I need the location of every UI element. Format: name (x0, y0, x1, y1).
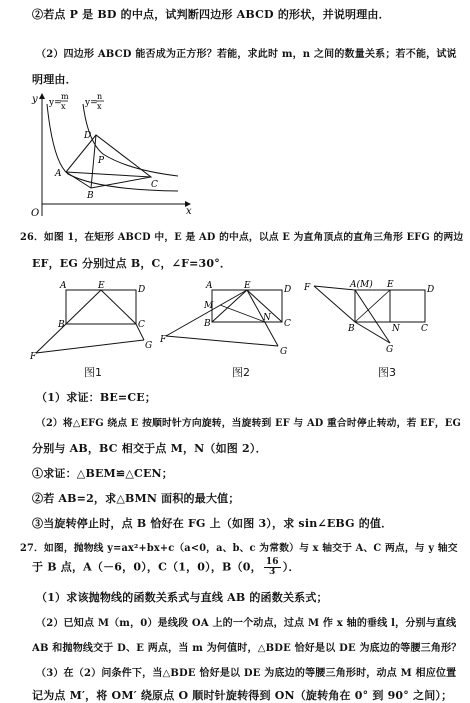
fig2-label-n: N (263, 313, 271, 323)
text-line: （2）四边形 ABCD 能否成为正方形？若能，求此时 m，n 之间的数量关系；若不能，试说 (36, 49, 457, 60)
figure-2 (160, 278, 295, 360)
figure-1 (30, 278, 165, 360)
text-line: （3）在（2）问条件下，当△BDE 恰好是以 DE 为底边的等腰三角形时，动点 M 相应位置 (36, 668, 457, 679)
fig2-label-d: D (284, 285, 292, 295)
text-line: ①求证：△BEM≌△CEN； (32, 467, 173, 480)
fig3-label-d: D (427, 285, 435, 295)
fig1-caption: 图1 (84, 366, 102, 379)
fraction-16-3 (264, 558, 281, 577)
fig2-label-f: F (160, 335, 167, 345)
text-line: （1）求该抛物线的函数关系式与直线 AB 的函数关系式； (36, 591, 328, 604)
x-axis-label: x (186, 206, 192, 217)
text-line: 分别与 AB，BC 相交于点 M，N（如图 2）． (32, 442, 267, 455)
fraction-numerator: 16 (265, 557, 279, 567)
fig2-label-c: C (284, 319, 291, 329)
q27b-suffix: ）． (282, 560, 300, 574)
y-axis-label: y (32, 94, 38, 105)
fig3-caption: 图3 (378, 366, 396, 379)
fig2-label-e: E (244, 281, 251, 291)
text-line: 明理由． (32, 73, 77, 86)
fig2-label-m: M (204, 301, 214, 311)
point-label-c: C (151, 180, 158, 190)
hyperbola-graph (28, 92, 198, 218)
fig1-label-c: C (138, 320, 145, 330)
fig3-label-b: B (348, 324, 355, 334)
fig1-label-g: G (145, 341, 153, 351)
text-line: 记为点 M′，将 OM′ 绕原点 O 顺时针旋转得到 ON（旋转角在 0° 到 90° 之间）； (32, 689, 453, 702)
fig2-label-a: A (206, 281, 213, 291)
figure-3 (300, 278, 440, 360)
text-line: 27．如图，抛物线 y=ax²+bx+c（a<0，a、b、c 为常数）与 x 轴交于 A、C 两点，与 y 轴交 (20, 543, 458, 554)
curve1-num: m (61, 92, 69, 101)
text-line: （1）求证：BE=CE； (36, 391, 157, 404)
fig3-label-n: N (392, 324, 400, 334)
fig1-label-e: E (98, 281, 105, 291)
text-line: 26．如图 1，在矩形 ABCD 中，E 是 AD 的中点，以点 E 为直角顶点的直角三角形 EFG 的两边 (20, 232, 464, 243)
point-label-a: A (55, 169, 62, 179)
fig3-label-g: G (386, 345, 394, 355)
text-line: ③当旋转停止时，点 B 恰好在 FG 上（如图 3），求 sin∠EBG 的值． (32, 517, 393, 530)
fig3-label-am: A(M) (350, 280, 373, 290)
fig1-label-a: A (60, 281, 67, 291)
point-label-p: P (98, 156, 105, 166)
curve1-eq: y= (49, 98, 62, 108)
curve2-eq: y= (85, 98, 98, 108)
fig3-label-f: F (304, 283, 311, 293)
curve2-den: x (97, 102, 102, 111)
text-line: （2）将△EFG 绕点 E 按顺时针方向旋转，当旋转到 EF 与 AD 重合时停止转动，若 EF，EG (36, 418, 461, 429)
text-line: （2）已知点 M（m，0）是线段 OA 上的一个动点，过点 M 作 x 轴的垂线 l，分别与直线 (36, 618, 457, 629)
fig3-label-c: C (421, 324, 428, 334)
text-line: ②若 AB=2，求△BMN 面积的最大值； (32, 492, 240, 505)
text-line: ②若点 P 是 BD 的中点，试判断四边形 ABCD 的形状，并说明理由． (32, 8, 390, 21)
text-line: EF，EG 分别过点 B，C，∠F=30°． (32, 257, 232, 270)
fig1-label-b: B (58, 320, 65, 330)
origin-label: O (31, 208, 40, 218)
text-line: AB 和抛物线交于 D、E 两点，当 m 为何值时，△BDE 恰好是以 DE 为底边的等腰三角形？ (32, 643, 462, 654)
point-label-b: B (87, 191, 94, 201)
fraction-denominator: 3 (269, 567, 276, 577)
fig2-label-g: G (280, 347, 288, 357)
fig1-label-f: F (30, 352, 37, 360)
q27b-prefix: 于 B 点，A（－6，0），C（1，0），B（0， (32, 560, 262, 574)
curve1-den: x (61, 102, 66, 111)
fig1-label-d: D (138, 285, 146, 295)
fig2-caption: 图2 (232, 366, 250, 379)
fig3-label-e: E (387, 280, 394, 290)
fig2-label-b: B (204, 319, 211, 329)
curve2-num: n (97, 92, 103, 101)
text-line (32, 558, 300, 577)
point-label-d: D (84, 131, 92, 141)
